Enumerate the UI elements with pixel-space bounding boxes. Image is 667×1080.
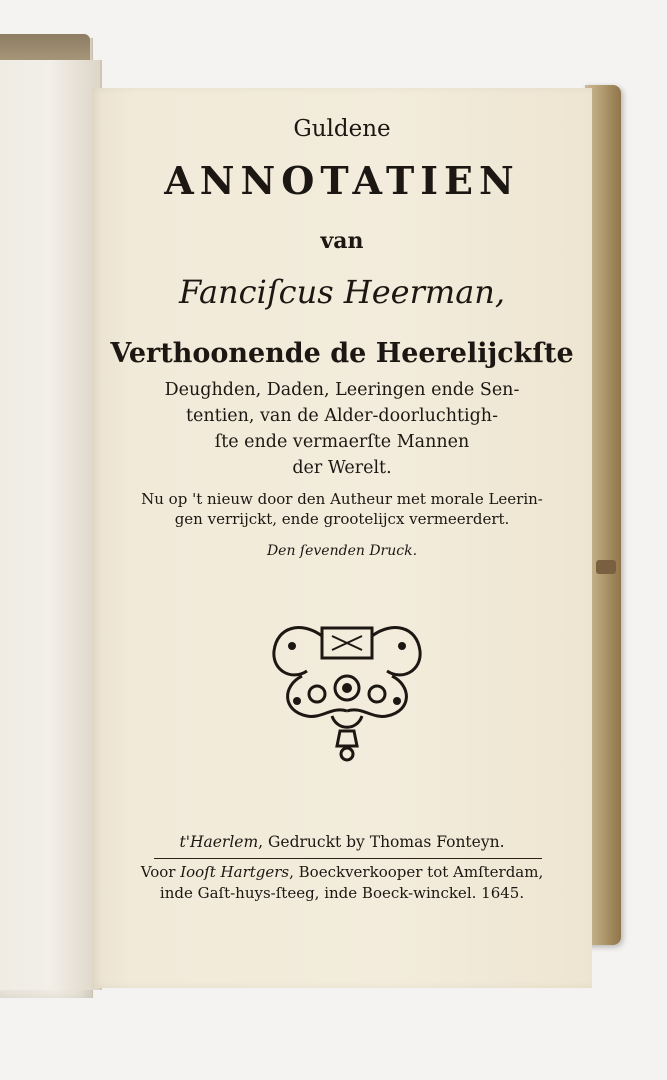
note-line: gen verrijckt, ende grootelijcx vermeerdert. xyxy=(174,510,510,528)
title-page xyxy=(92,88,592,988)
subtitle-line: Verthoonende de Heerelijckſte xyxy=(110,338,574,369)
divider-rule xyxy=(154,858,542,859)
imprint-printer: , Gedruckt by Thomas Fonteyn. xyxy=(258,833,505,851)
publisher-prefix: Voor xyxy=(140,863,181,881)
publisher-line xyxy=(92,863,592,881)
note-line: Nu op 't nieuw door den Autheur met morale Leerin- xyxy=(141,490,543,508)
body-line: tentien, van de Alder-doorluchtigh- xyxy=(186,406,498,426)
publisher-suffix: , Boeckverkooper tot Amſterdam, xyxy=(289,863,544,881)
body-line: Deughden, Daden, Leeringen ende Sen- xyxy=(164,380,520,400)
author-name: Fanciſcus Heerman, xyxy=(178,273,506,311)
body-line: der Werelt. xyxy=(292,458,392,478)
publisher-address: inde Gaſt-huys-ſteeg, inde Boeck-winckel. 1645. xyxy=(159,884,525,902)
title-line-guldene: Guldene xyxy=(293,116,391,142)
imprint-line xyxy=(92,833,592,851)
spine-band xyxy=(596,560,616,574)
left-page-edge xyxy=(0,60,102,990)
imprint-place: t'Haerlem xyxy=(179,833,259,851)
title-line-annotatien: ANNOTATIEN xyxy=(164,158,520,203)
body-line: ſte ende vermaerſte Mannen xyxy=(214,432,470,452)
publisher-name: Iooſt Hartgers xyxy=(180,863,290,881)
title-line-van: van xyxy=(320,228,364,254)
floral-ornament-icon xyxy=(262,616,432,766)
edition-line: Den ſevenden Druck. xyxy=(266,543,418,559)
